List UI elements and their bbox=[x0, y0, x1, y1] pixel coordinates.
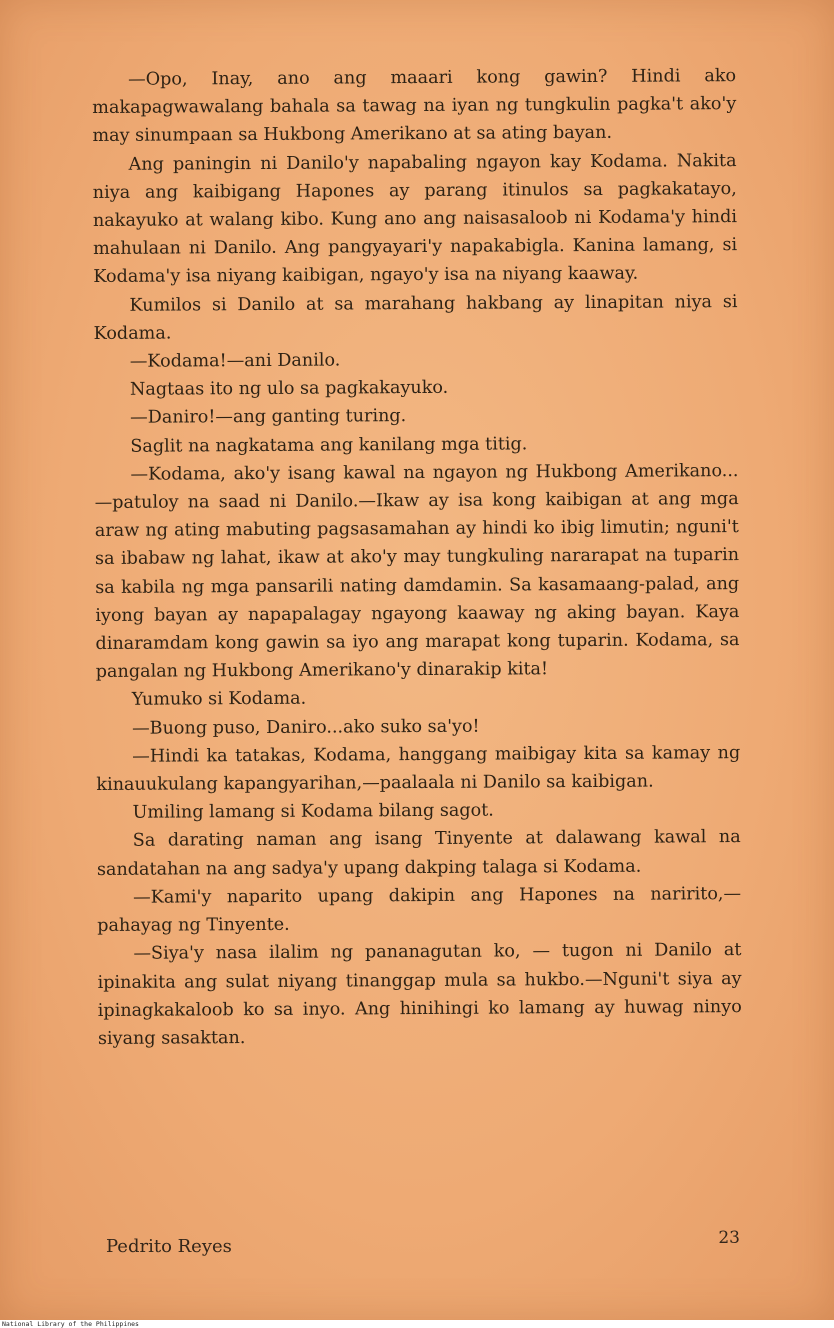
page-footer bbox=[106, 1228, 740, 1264]
author-name: Pedrito Reyes bbox=[106, 1236, 232, 1257]
paragraph: —Daniro!—ang ganting turing. bbox=[130, 406, 407, 429]
paragraph: —Siya'y nasa ilalim ng pananagutan ko, — tugon ni Danilo at ipinakita ang sulat niyang tinanggap mula sa hukbo.—Nguni't siya ay ipinagkakaloob ko sa inyo. Ang hinihingi ko lamang ay huwag ninyo siyang sasaktan. bbox=[97, 940, 742, 1049]
paragraph: Umiling lamang si Kodama bilang sagot. bbox=[132, 800, 494, 824]
paragraph: Ang paningin ni Danilo'y napabaling ngayon kay Kodama. Nakita niya ang kaibigang Hapones ay parang itinulos sa pagkakatayo, nakayuko at walang kibo. Kung ano ang naisasaloob ni Kodama'y hindi mahulaan ni Danilo. Ang pangyayari'y napakabigla. Kanina lamang, si Kodama'y isa niyang kaibigan, ngayo'y isa na niyang kaaway. bbox=[92, 150, 738, 288]
paragraph: Kumilos si Danilo at sa marahang hakbang ay linapitan niya si Kodama. bbox=[93, 291, 738, 344]
paragraph: Yumuko si Kodama. bbox=[131, 689, 307, 711]
paragraph: —Buong puso, Daniro...ako suko sa'yo! bbox=[131, 716, 480, 739]
paragraph: —Kodama, ako'y isang kawal na ngayon ng Hukbong Amerikano... —patuloy na saad ni Danilo.—Ikaw ay isa kong kaibigan at ang mga araw ng ating mabuting pagsasamahan ay hindi ko ibig limutin; nguni't sa ibabaw ng lahat, ikaw at ako'y may tungkuling nararapat na tuparin sa kabila ng mga pansarili nating damdamin. Sa kasamaang-palad, ang iyong bayan ay napapalagay ngayong kaaway ng aking bayan. Kaya dinaramdam kong gawin sa iyo ang marapat kong tuparin. Kodama, sa pangalan ng Hukbong Amerikano'y dinarakip kita! bbox=[94, 460, 740, 683]
page-number: 23 bbox=[718, 1228, 740, 1248]
paragraph: —Opo, Inay, ano ang maaari kong gawin? Hindi ako makapagwawalang bahala sa tawag na iyan ng tungkulin pagka't ako'y may sinumpaan sa Hukbong Amerikano at sa ating bayan. bbox=[92, 66, 737, 147]
page-body-text bbox=[92, 62, 742, 1053]
paragraph: Saglit na nagkatama ang kanilang mga titig. bbox=[130, 433, 528, 457]
paragraph: —Hindi ka tatakas, Kodama, hanggang maibigay kita sa kamay ng kinauukulang kapangyarihan,—paalaala ni Danilo sa kaibigan. bbox=[96, 742, 741, 796]
library-credit: National Library of the Philippines bbox=[2, 1320, 139, 1328]
paragraph: —Kodama!—ani Danilo. bbox=[129, 350, 341, 372]
paragraph: —Kami'y naparito upang dakipin ang Hapones na naririto,—pahayag ng Tinyente. bbox=[97, 883, 742, 937]
paragraph: Nagtaas ito ng ulo sa pagkakayuko. bbox=[129, 378, 449, 401]
paragraph: Sa darating naman ang isang Tinyente at dalawang kawal na sandatahan na ang sadya'y upang dakping talaga si Kodama. bbox=[96, 827, 741, 880]
